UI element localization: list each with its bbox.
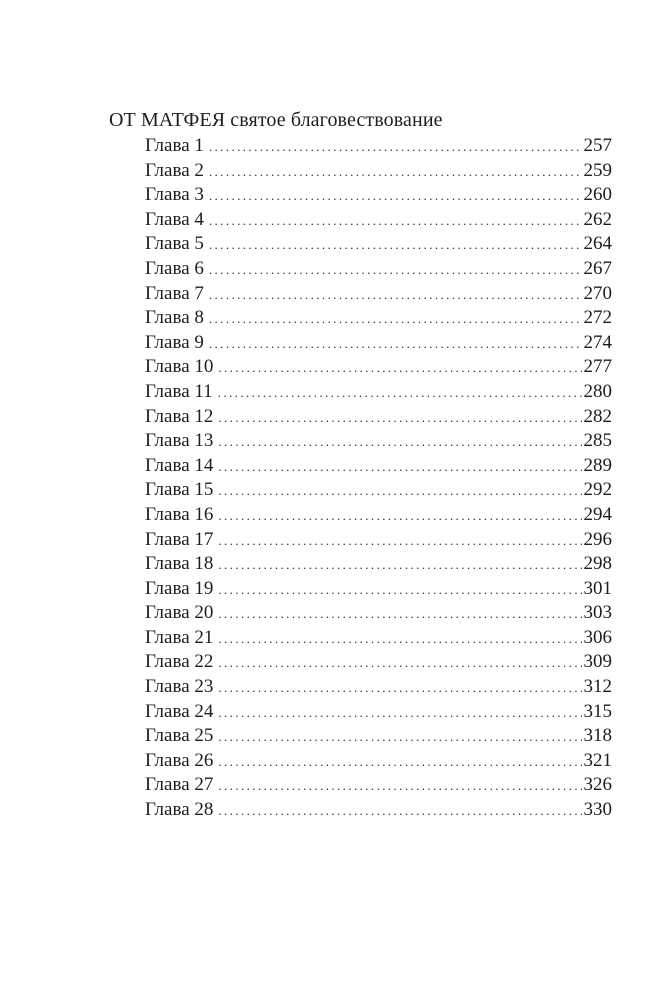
toc-entry[interactable] (145, 429, 612, 454)
toc-entry-page-number: 303 (583, 602, 612, 624)
toc-entry[interactable] (145, 724, 612, 749)
toc-entry-page-number: 309 (583, 651, 612, 673)
toc-entry[interactable] (145, 454, 612, 479)
toc-entry[interactable] (145, 183, 612, 208)
toc-entry-page-number: 260 (583, 184, 612, 206)
toc-entry-page-number: 274 (583, 331, 612, 353)
toc-entry-label: Глава 14 (145, 454, 214, 476)
toc-entry-page-number: 262 (583, 208, 612, 230)
dot-leader (209, 258, 582, 283)
dot-leader (218, 406, 581, 431)
toc-entry-label: Глава 11 (145, 380, 213, 402)
toc-entry[interactable] (145, 257, 612, 282)
toc-entry[interactable] (145, 601, 612, 626)
toc-entry-page-number: 289 (583, 454, 612, 476)
toc-entry[interactable] (145, 208, 612, 233)
toc-entry-page-number: 292 (583, 479, 612, 501)
toc-entry-label: Глава 8 (145, 307, 204, 329)
toc-entry[interactable] (145, 773, 612, 798)
toc-entry-page-number: 315 (583, 700, 612, 722)
dot-leader (218, 479, 581, 504)
toc-entry-label: Глава 28 (145, 799, 214, 821)
toc-entry[interactable] (145, 552, 612, 577)
toc-entry-page-number: 264 (583, 233, 612, 255)
toc-entry-page-number: 321 (583, 749, 612, 771)
toc-entry-label: Глава 9 (145, 331, 204, 353)
toc-entry[interactable] (145, 405, 612, 430)
toc-entry-label: Глава 25 (145, 725, 214, 747)
toc-entry-label: Глава 5 (145, 233, 204, 255)
dot-leader (218, 381, 582, 406)
toc-entry-label: Глава 15 (145, 479, 214, 501)
toc-entry[interactable] (145, 380, 612, 405)
dot-leader (218, 430, 581, 455)
toc-entry[interactable] (145, 306, 612, 331)
toc-entry-label: Глава 21 (145, 626, 214, 648)
dot-leader (209, 160, 582, 185)
toc-entry-page-number: 318 (583, 725, 612, 747)
toc-entry[interactable] (145, 749, 612, 774)
dot-leader (218, 602, 581, 627)
toc-entry[interactable] (145, 232, 612, 257)
toc-entry[interactable] (145, 282, 612, 307)
toc-entry-label: Глава 13 (145, 430, 214, 452)
toc-entry[interactable] (145, 134, 612, 159)
toc-entry-label: Глава 7 (145, 282, 204, 304)
dot-leader (218, 553, 581, 578)
dot-leader (209, 307, 582, 332)
toc-entry-page-number: 330 (583, 799, 612, 821)
dot-leader (218, 774, 581, 799)
toc-entry-label: Глава 3 (145, 184, 204, 206)
dot-leader (218, 504, 581, 529)
dot-leader (218, 701, 581, 726)
toc-entry-label: Глава 20 (145, 602, 214, 624)
toc-entry-page-number: 298 (583, 553, 612, 575)
dot-leader (218, 676, 581, 701)
dot-leader (209, 283, 582, 308)
dot-leader (218, 750, 581, 775)
toc-entry[interactable] (145, 577, 612, 602)
table-of-contents (109, 106, 612, 823)
toc-entry[interactable] (145, 478, 612, 503)
section-title: ОТ МАТФЕЯ святое благовествование (109, 109, 443, 131)
toc-entry[interactable] (145, 650, 612, 675)
toc-entry-page-number: 257 (583, 135, 612, 156)
toc-entry-label: Глава 12 (145, 405, 214, 427)
toc-entry-label: Глава 2 (145, 159, 204, 181)
toc-entry-page-number: 267 (583, 257, 612, 279)
toc-entry-page-number: 259 (583, 159, 612, 181)
toc-entry[interactable] (145, 503, 612, 528)
dot-leader (209, 233, 582, 258)
toc-entry-page-number: 285 (583, 430, 612, 452)
toc-entry-label: Глава 23 (145, 676, 214, 698)
toc-entry[interactable] (145, 798, 612, 823)
toc-entry-label: Глава 1 (145, 135, 204, 156)
dot-leader (218, 627, 581, 652)
toc-entry-label: Глава 16 (145, 503, 214, 525)
dot-leader (209, 135, 582, 160)
toc-entry-page-number: 306 (583, 626, 612, 648)
dot-leader (218, 529, 581, 554)
dot-leader (209, 184, 582, 209)
toc-entry[interactable] (145, 700, 612, 725)
toc-entry-label: Глава 4 (145, 208, 204, 230)
toc-entry-page-number: 301 (583, 577, 612, 599)
toc-entry[interactable] (145, 626, 612, 651)
dot-leader (209, 332, 582, 357)
toc-entry[interactable] (145, 159, 612, 184)
toc-entry-label: Глава 27 (145, 774, 214, 796)
toc-entry-label: Глава 10 (145, 356, 214, 378)
toc-entries-list (145, 134, 612, 823)
toc-entry-page-number: 282 (583, 405, 612, 427)
toc-entry-page-number: 326 (583, 774, 612, 796)
toc-entry-page-number: 280 (583, 380, 612, 402)
dot-leader (218, 799, 581, 824)
toc-entry-label: Глава 17 (145, 528, 214, 550)
toc-entry[interactable] (145, 331, 612, 356)
toc-entry-label: Глава 6 (145, 257, 204, 279)
dot-leader (218, 651, 581, 676)
dot-leader (218, 725, 581, 750)
toc-entry[interactable] (145, 355, 612, 380)
toc-entry-label: Глава 24 (145, 700, 214, 722)
toc-entry-label: Глава 18 (145, 553, 214, 575)
dot-leader (209, 209, 582, 234)
dot-leader (218, 356, 581, 381)
toc-entry-label: Глава 26 (145, 749, 214, 771)
toc-entry-page-number: 272 (583, 307, 612, 329)
toc-entry[interactable] (145, 528, 612, 553)
toc-entry-page-number: 277 (583, 356, 612, 378)
toc-entry-page-number: 296 (583, 528, 612, 550)
toc-entry-label: Глава 19 (145, 577, 214, 599)
toc-entry-label: Глава 22 (145, 651, 214, 673)
toc-entry-page-number: 294 (583, 503, 612, 525)
toc-entry-page-number: 312 (583, 676, 612, 698)
dot-leader (218, 578, 581, 603)
dot-leader (218, 455, 581, 480)
toc-entry-page-number: 270 (583, 282, 612, 304)
toc-entry[interactable] (145, 675, 612, 700)
